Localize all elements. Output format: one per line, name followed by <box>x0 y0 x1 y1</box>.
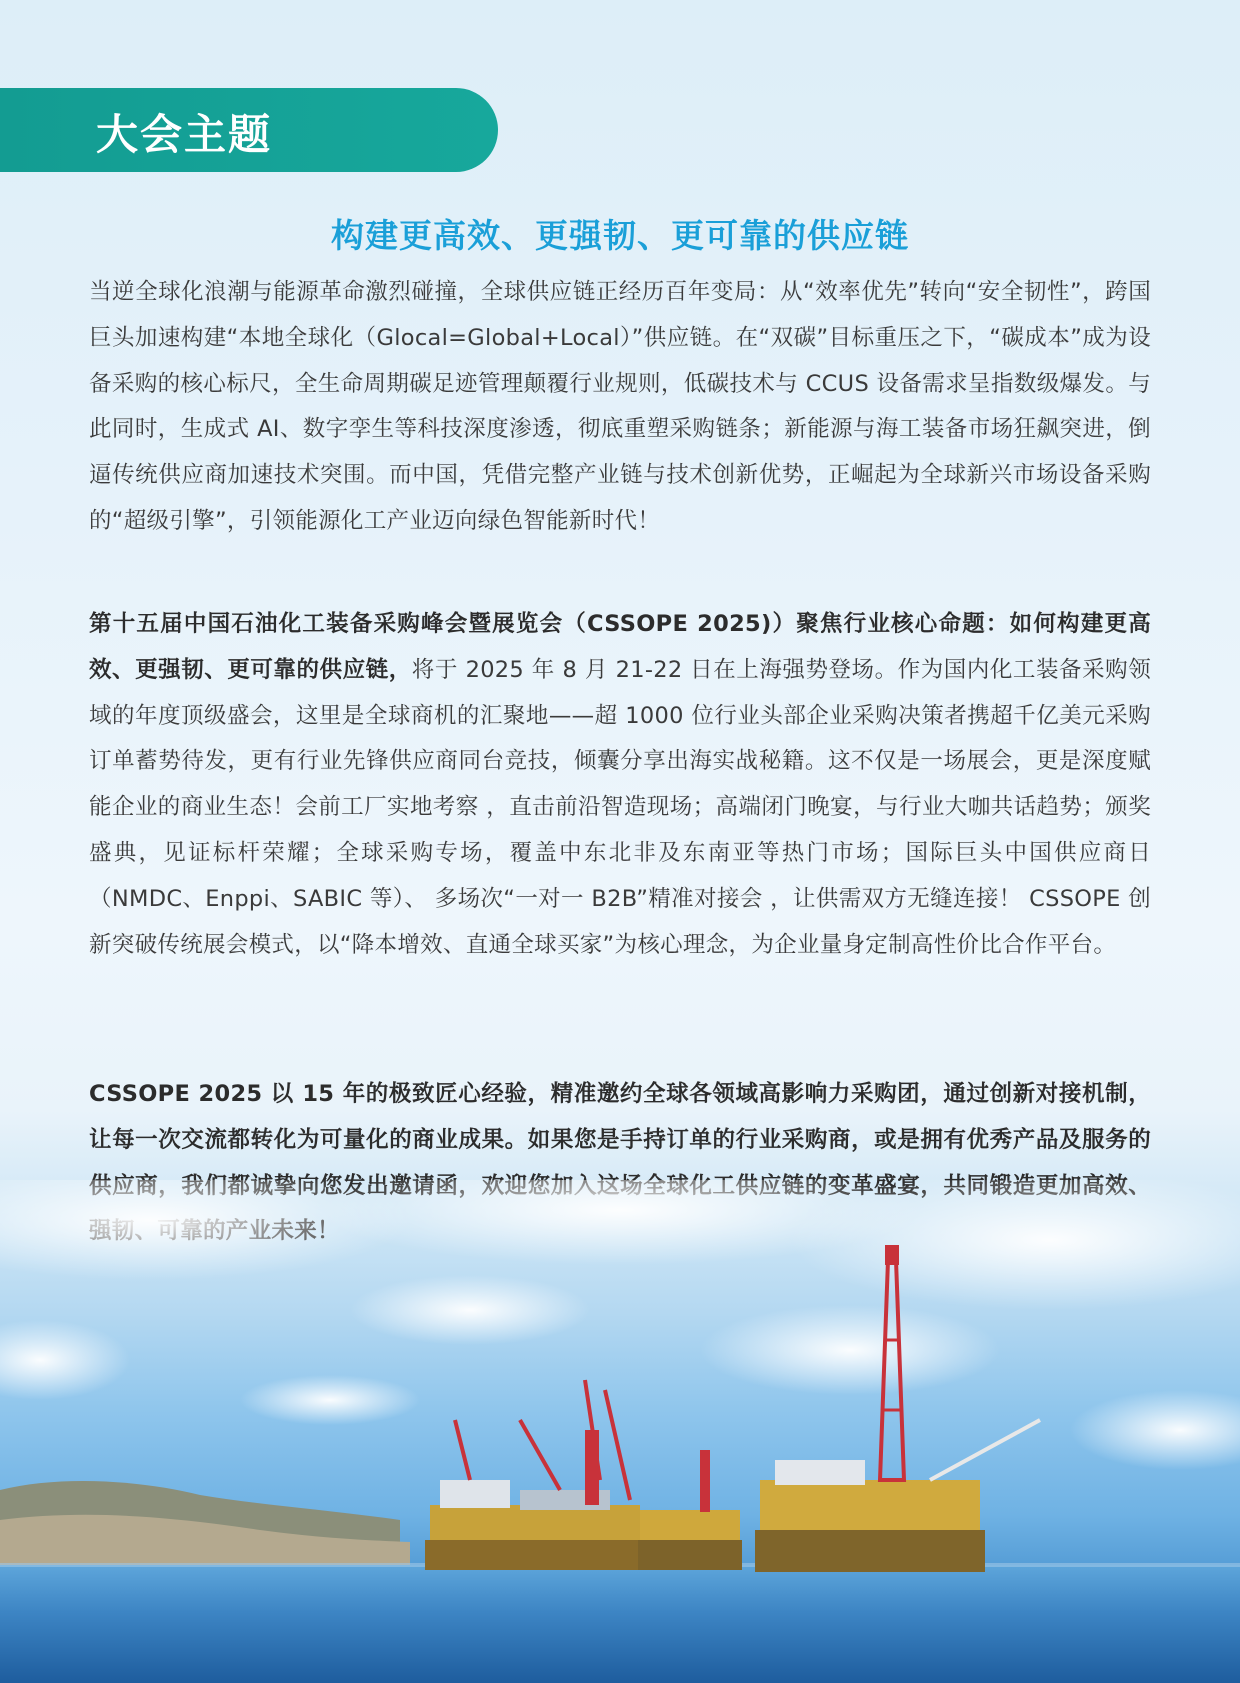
platform-left <box>425 1380 645 1570</box>
sea <box>0 1565 1240 1683</box>
event-paragraph <box>89 602 1151 968</box>
event-paragraph-bold: 第十五届中国石油化工装备采购峰会暨展览会（CSSOPE 2025)）聚焦行业核心命题：如何构建更高效、更强韧、更可靠的供应链， <box>89 611 1151 683</box>
theme-subtitle: 构建更高效、更强韧、更可靠的供应链 <box>331 216 909 255</box>
platform-middle <box>638 1450 742 1570</box>
section-header <box>0 88 498 172</box>
event-paragraph-text: 将于 2025 年 8 月 21-22 日在上海强势登场。作为国内化工装备采购领域的年度顶级盛会，这里是全球商机的汇聚地——超 1000 位行业头部企业采购决策者携超千亿美元采购订单蓄势待发，更有行业先锋供应商同台竞技，倾囊分享出海实战秘籍。这不仅是一场展会，更是深度赋能企业的商业生态！会前工厂实地考察 ，直击前沿智造现场；高端闭门晚宴，与行业大咖共话趋势；颁奖盛典，见证标杆荣耀；全球采购专场，覆盖中东北非及东南亚等热门市场；国际巨头中国供应商日（NMDC、Enppi、SABIC 等）、 多场次“一对一 B2B”精准对接会 ，让供需双方无缝连接！ CSSOPE 创新突破传统展会模式，以“降本增效、直通全球买家”为核心理念，为企业量身定制高性价比合作平台。 <box>89 656 1152 958</box>
invitation-paragraph: CSSOPE 2025 以 15 年的极致匠心经验，精准邀约全球各领域高影响力采购团，通过创新对接机制，让每一次交流都转化为可量化的商业成果。如果您是手持订单的行业采购商，或是拥有优秀产品及服务的 <box>89 1081 1151 1153</box>
intro-paragraph: 当逆全球化浪潮与能源革命激烈碰撞，全球供应链正经历百年变局：从“效率优先”转向“安全韧性”，跨国巨头加速构建“本地全球化（Glocal=Global+Local）”供应链。在“双碳”目标重压之下，“碳成本”成为设备采购的核心标尺，全生命周期碳足迹管理颠覆行业规则，低碳技术与 CCUS 设备需求呈指数级爆发。与此同时，生成式 AI、数字孪生等科技深度渗透，彻底重塑采购链条；新能源与海工装备市场狂飙突进，倒逼传统供应商加速技术突围。而中国，凭借完整产业链与技术创新优势，正崛起为全球新兴市场设备采购的“超级引擎”，引领能源化工产业迈向绿色智能新时代！ <box>89 279 1151 534</box>
clouds <box>0 1180 1240 1470</box>
offshore-platform-image <box>0 1180 1240 1683</box>
section-title: 大会主题 <box>96 110 273 159</box>
